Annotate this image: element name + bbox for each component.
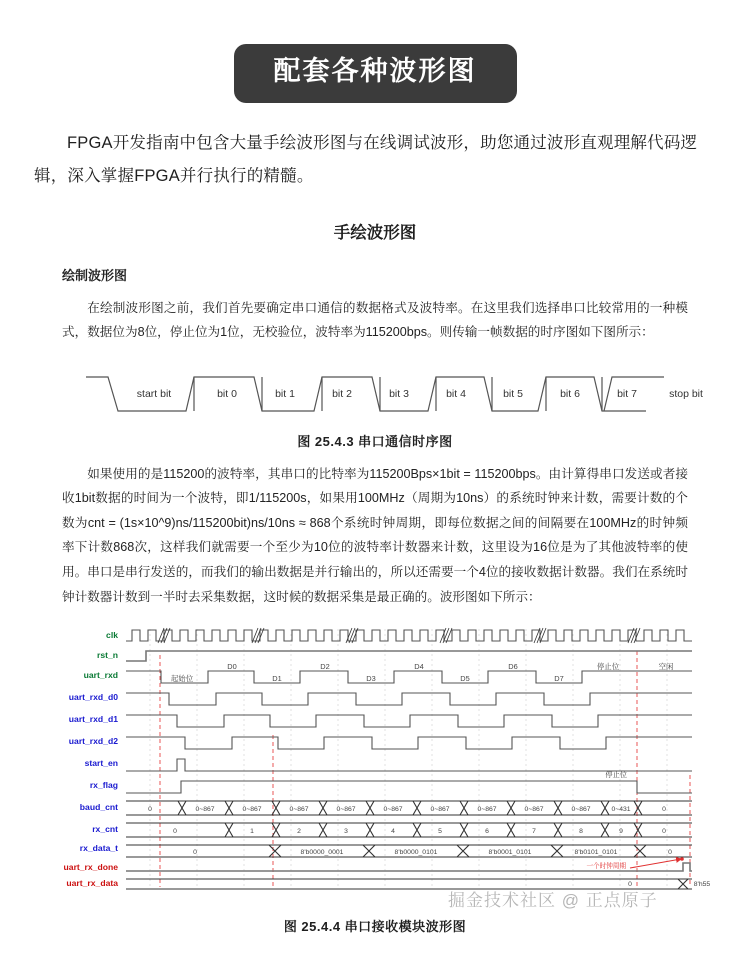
frame-cell-label: stop bit: [669, 387, 703, 400]
signal-label-rx-cnt: rx_cnt: [92, 824, 118, 835]
rxd-label-idle: 空闲: [658, 662, 674, 672]
uart-frame-figure: [86, 367, 703, 423]
rx-cnt-value: 5: [438, 828, 442, 836]
figure-caption-1: 图 25.4.3 串口通信时序图: [297, 433, 453, 449]
watermark: 掘金技术社区 @ 正点原子: [448, 891, 658, 910]
rxd-label-d7: D7: [554, 674, 564, 684]
annotation-text: 一个时钟周期: [586, 863, 626, 871]
rx-cnt-value: 7: [532, 828, 536, 836]
signal-label-uart-rx-data: uart_rx_data: [66, 878, 118, 889]
frame-cell-label: bit 6: [560, 387, 580, 400]
rx-data-t-value: 8'b0000_0001: [300, 849, 344, 857]
waveform-uart-rxd: [126, 671, 692, 683]
rx-cnt-value: 9: [619, 828, 623, 836]
uart-rx-data-value: 8'h55: [693, 881, 711, 889]
rxd-label-d3: D3: [366, 674, 376, 684]
frame-cell-label: bit 0: [217, 387, 237, 400]
baud-cnt-value: 0~431: [611, 806, 631, 814]
signal-label-uart-rxd-d0: uart_rxd_d0: [68, 692, 118, 703]
rxd-label-d1: D1: [272, 674, 282, 684]
section-subheading: 绘制波形图: [62, 267, 128, 283]
figure-caption-2: 图 25.4.4 串口接收模块波形图: [283, 919, 467, 934]
signal-label-rx-flag: rx_flag: [89, 780, 118, 791]
body-paragraph-1: 在绘制波形图之前，我们首先要确定串口通信的数据格式及波特率。在这里我们选择串口比较常用的一种模式，数据位为8位，停止位为1位，无校验位，波特率为115200bps。则传输一帧数据的时序图如下图所示：: [62, 300, 688, 340]
timing-diagram-figure: [30, 625, 720, 895]
frame-cell-label: bit 1: [275, 387, 295, 400]
rx-data-t-value: 0: [193, 849, 197, 857]
baud-cnt-value: 0~867: [336, 806, 356, 814]
waveform-uart-rxd-d0: [126, 693, 692, 705]
rxd-label-d5: D5: [460, 674, 470, 684]
baud-cnt-value: 0: [148, 806, 152, 814]
waveform-rx-cnt: [126, 823, 692, 837]
rx-data-t-value: 8'b0001_0101: [488, 849, 532, 857]
rx-data-t-value: 0: [668, 849, 672, 857]
waveform-clk: [126, 630, 692, 641]
rxd-label-d6: D6: [508, 662, 518, 672]
frame-cell-label: bit 3: [389, 387, 409, 400]
page-title: 配套各种波形图: [234, 44, 517, 103]
timing-diagram-svg: [30, 625, 720, 893]
waveform-rx-flag: [126, 781, 692, 793]
signal-label-rst-n: rst_n: [96, 650, 118, 661]
rx-cnt-value: 0: [662, 828, 666, 836]
signal-label-uart-rxd-d2: uart_rxd_d2: [68, 736, 118, 747]
rx-cnt-value: 2: [297, 828, 301, 836]
baud-cnt-value: 0~867: [289, 806, 309, 814]
rxd-label-d2: D2: [320, 662, 330, 672]
signal-label-rx-data-t: rx_data_t: [79, 843, 118, 854]
baud-cnt-value: 0~867: [383, 806, 403, 814]
body-paragraph-2: 如果使用的是115200的波特率，其串口的比特率为115200Bps×1bit = 115200bps。由计算得串口发送或者接收1bit数据的时间为一个波特，即1/115200s，如果用100MHz（周期为10ns）的系统时钟来计数，需要计数的个数为cnt = (1s×10^9)ns/115200bit)ns/10ns ≈ 868个系统时钟周期，即每位数据之间的间隔要在100MHz的时钟频率下计数868次，这样我们就需要一个至少为10位的波特率计数器来计数，这里设为16位是为了其他波特率的使用。串口是串行发送的，而我们的输出数据是并行输出的，所以还需要一个4位的接收数据计数器。我们在系统时钟计数器计数到一半时去采集数据，这时候的数据采集是最正确的。波形图如下所示：: [62, 466, 688, 604]
rxd-label-stop: 停止位: [596, 662, 620, 672]
baud-cnt-value: 0~867: [524, 806, 544, 814]
baud-cnt-value: 0~867: [477, 806, 497, 814]
baud-cnt-value: 0~867: [195, 806, 215, 814]
waveform-rst-n: [126, 651, 692, 661]
rxd-label-d4: D4: [414, 662, 424, 672]
rx-cnt-value: 8: [579, 828, 583, 836]
waveform-uart-rxd-d2: [126, 737, 692, 749]
rx-cnt-value: 1: [250, 828, 254, 836]
rx-data-t-value: 8'b0101_0101: [574, 849, 618, 857]
waveform-uart-rxd-d1: [126, 715, 692, 727]
baud-cnt-value: 0~867: [430, 806, 450, 814]
rxd-label-start: 起始位: [170, 674, 194, 684]
rx-cnt-value: 0: [173, 828, 177, 836]
banner-container: [0, 0, 750, 103]
baud-cnt-value: 0~867: [571, 806, 591, 814]
signal-label-uart-rxd-d1: uart_rxd_d1: [68, 714, 118, 725]
rx-cnt-value: 4: [391, 828, 395, 836]
signal-label-start-en: start_en: [84, 758, 118, 769]
intro-paragraph: FPGA开发指南中包含大量手绘波形图与在线调试波形，助您通过波形直观理解代码逻辑，深入掌握FPGA并行执行的精髓。: [34, 133, 698, 185]
rx-data-t-value: 8'b0000_0101: [394, 849, 438, 857]
baud-cnt-value: 0~867: [242, 806, 262, 814]
frame-cell-label: start bit: [136, 387, 172, 400]
section-heading: 手绘波形图: [333, 223, 417, 242]
frame-cell-label: bit 2: [332, 387, 352, 400]
uart-frame-svg: [86, 367, 703, 423]
frame-cell-label: bit 7: [617, 387, 637, 400]
rxd-label-d0: D0: [227, 662, 237, 672]
signal-label-uart-rxd: uart_rxd: [83, 670, 118, 681]
annotation-arrow: [586, 857, 683, 870]
frame-cell-label: bit 5: [503, 387, 523, 400]
signal-label-baud-cnt: baud_cnt: [79, 802, 118, 813]
uart-rx-data-value: 0: [628, 881, 632, 889]
frame-cell-label: bit 4: [446, 387, 466, 400]
signal-label-clk: clk: [106, 630, 118, 641]
signal-label-uart-rx-done: uart_rx_done: [63, 862, 118, 873]
rx-cnt-value: 6: [485, 828, 489, 836]
rx-cnt-value: 3: [344, 828, 348, 836]
baud-cnt-value: 0: [662, 806, 666, 814]
rx-flag-stop-label: 停止位: [605, 770, 627, 780]
